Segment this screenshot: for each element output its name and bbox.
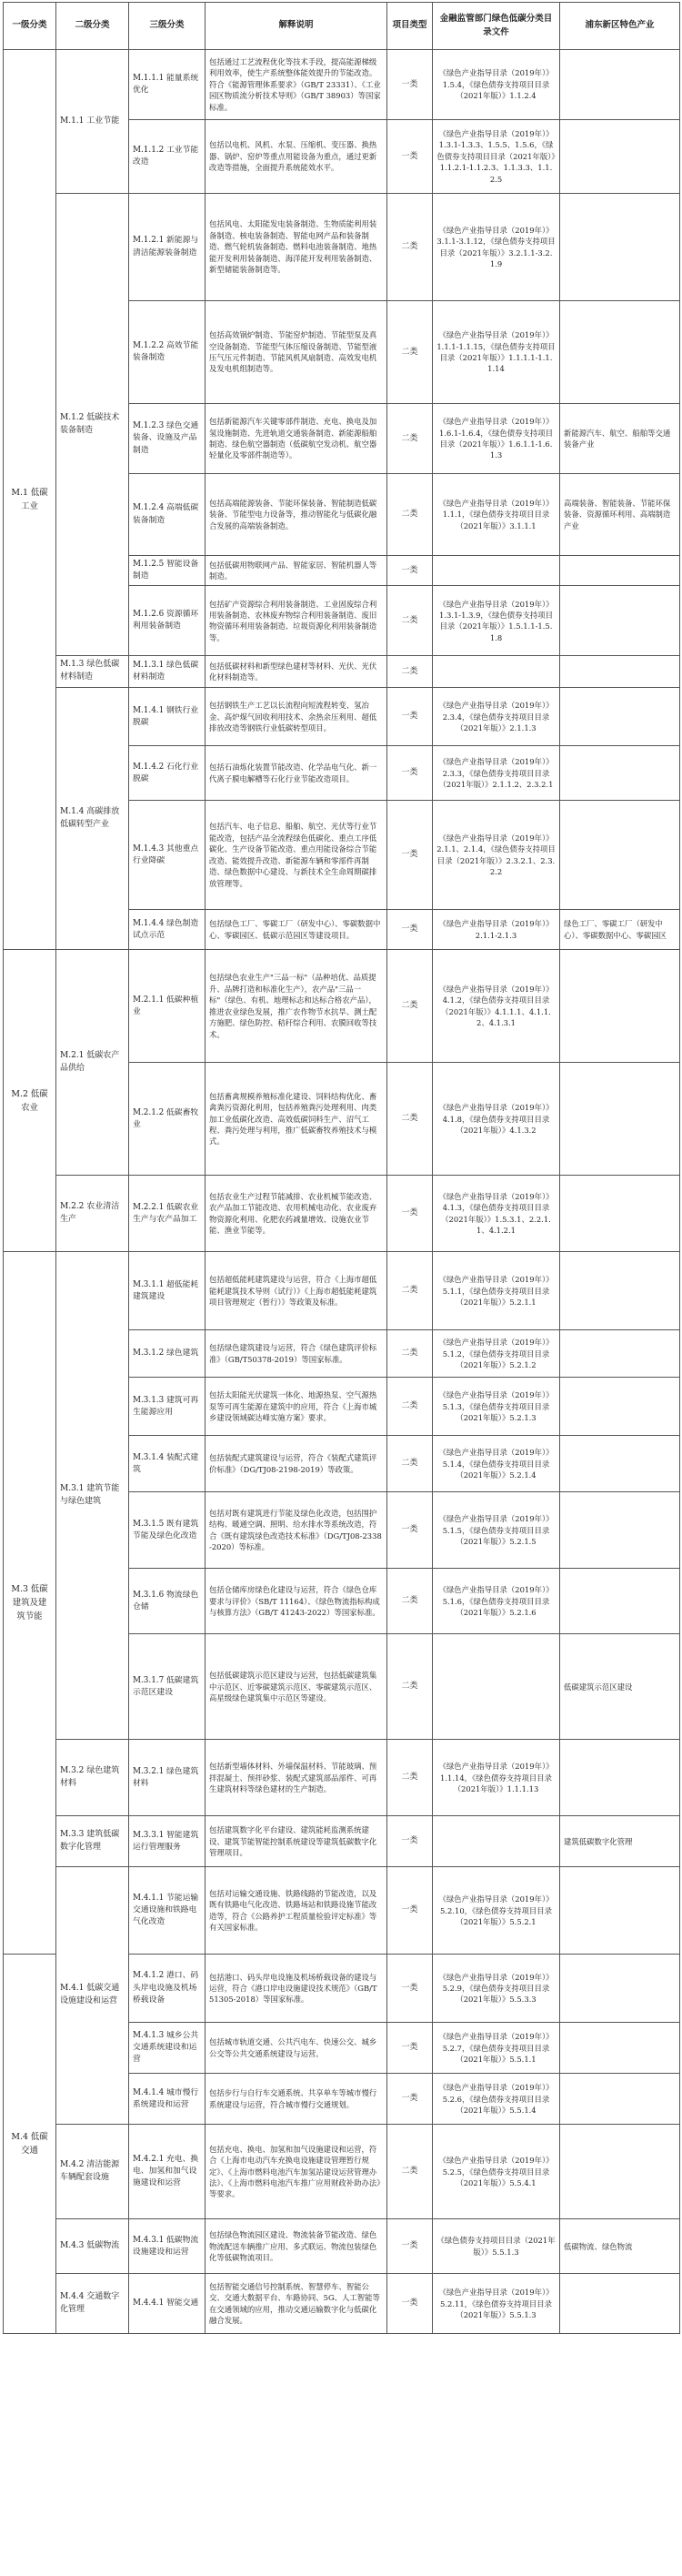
catalog-docs-cell: 《绿色产业指导目录（2019年）》2.1.1-2.1.3: [433, 910, 560, 950]
pudong-feature-cell: [560, 1436, 680, 1492]
level2-cell: M.4.3 低碳物流: [56, 2219, 129, 2274]
catalog-docs-cell: [433, 556, 560, 586]
header-row: [4, 3, 680, 50]
catalog-docs-cell: 《绿色产业指导目录（2019年）》5.2.11，《绿色债券支持项目目录（2021年版）》5.5.1.3: [433, 2274, 560, 2334]
description-cell: 包括绿色建筑建设与运营，符合《绿色建筑评价标准》（GB/T50378-2019）等国家标准。: [206, 1330, 387, 1378]
pudong-feature-cell: [560, 1955, 680, 2023]
level3-cell: M.3.1.2 绿色建筑: [129, 1330, 206, 1378]
project-type-cell: 一类: [387, 1816, 433, 1867]
table-row: [4, 1176, 680, 1252]
catalog-docs-cell: 《绿色产业指导目录（2019年）》5.1.2，《绿色债券支持项目目录（2021年版）》5.2.1.2: [433, 1330, 560, 1378]
level2-cell: M.4.1 低碳交通设施建设和运营: [56, 1867, 129, 2125]
level3-cell: M.2.1.1 低碳种植业: [129, 950, 206, 1063]
level3-cell: M.1.1.1 能量系统优化: [129, 50, 206, 120]
description-cell: 包括以电机、风机、水泵、压缩机、变压器、换热器、锅炉、窑炉等重点用能设备为重点，通过更新改造等措施，全面提升系统能效水平。: [206, 120, 387, 194]
level1-cell: M.3 低碳建筑及建筑节能: [4, 1252, 56, 1955]
catalog-docs-cell: 《绿色产业指导目录（2019年）》4.1.3，《绿色债券支持项目目录（2021年版）》1.5.3.1、2.2.1.1、4.1.2.1: [433, 1176, 560, 1252]
project-type-cell: 二类: [387, 1378, 433, 1436]
catalog-docs-cell: 《绿色产业指导目录（2019年）》2.3.3，《绿色债券支持项目目录（2021年版）》2.1.1.2、2.3.2.1: [433, 746, 560, 801]
pudong-feature-cell: [560, 656, 680, 688]
level3-cell: M.4.2.1 充电、换电、加氢和加气设施建设和运营: [129, 2125, 206, 2219]
level2-cell: M.4.4 交通数字化管理: [56, 2274, 129, 2334]
table-row: [4, 2219, 680, 2274]
catalog-docs-cell: 《绿色产业指导目录（2019年）》5.1.4，《绿色债券支持项目目录（2021年版）》5.2.1.4: [433, 1436, 560, 1492]
catalog-docs-cell: 《绿色产业指导目录（2019年）》5.1.5，《绿色债券支持项目目录（2021年版）》5.2.1.5: [433, 1492, 560, 1569]
table-row: [4, 2125, 680, 2219]
pudong-feature-cell: [560, 50, 680, 120]
project-type-cell: 一类: [387, 1867, 433, 1955]
catalog-docs-cell: 《绿色产业指导目录（2019年）》3.1.1-3.1.12，《绿色债券支持项目目录（2021年版）》3.2.1.1-3.2.1.9: [433, 194, 560, 301]
level3-cell: M.4.3.1 低碳物流设施建设和运营: [129, 2219, 206, 2274]
level3-cell: M.4.1.1 节能运输交通设施和铁路电气化改造: [129, 1867, 206, 1955]
project-type-cell: 一类: [387, 1955, 433, 2023]
level2-cell: M.1.3 绿色低碳材料制造: [56, 656, 129, 688]
level3-cell: M.1.3.1 绿色低碳材料制造: [129, 656, 206, 688]
project-type-cell: 一类: [387, 910, 433, 950]
level3-cell: M.1.1.2 工业节能改造: [129, 120, 206, 194]
description-cell: 包括步行与自行车交通系统、共享单车等城市慢行系统建设与运营，符合城市慢行交通规划。: [206, 2074, 387, 2125]
header-description: 解释说明: [206, 3, 387, 50]
pudong-feature-cell: [560, 2274, 680, 2334]
description-cell: 包括绿色物流园区建设、物流装备节能改造、绿色物流配送车辆推广应用、多式联运、物流包装绿色化等低碳物流项目。: [206, 2219, 387, 2274]
pudong-feature-cell: [560, 2125, 680, 2219]
level3-cell: M.1.2.6 资源循环利用装备制造: [129, 586, 206, 656]
project-type-cell: 二类: [387, 404, 433, 474]
description-cell: 包括太阳能光伏建筑一体化、地源热泵、空气源热泵等可再生能源在建筑中的应用，符合《上海市城乡建设领域碳达峰实施方案》要求。: [206, 1378, 387, 1436]
description-cell: 包括绿色工厂、零碳工厂（研发中心）、零碳数据中心、零碳园区、低碳示范园区等建设项目。: [206, 910, 387, 950]
catalog-docs-cell: 《绿色产业指导目录（2019年）》1.1.1，《绿色债券支持项目目录（2021年版）》3.1.1.1: [433, 474, 560, 556]
table-row: [4, 950, 680, 1063]
level3-cell: M.3.1.4 装配式建筑: [129, 1436, 206, 1492]
project-type-cell: 一类: [387, 801, 433, 910]
catalog-docs-cell: 《绿色产业指导目录（2019年）》5.1.6，《绿色债券支持项目目录（2021年版）》5.2.1.6: [433, 1569, 560, 1634]
description-cell: 包括智能交通信号控制系统、智慧停车、智能公交、交通大数据平台、车路协同、5G、人工智能等在交通领域的应用，推动交通运输数字化与低碳化融合发展。: [206, 2274, 387, 2334]
project-type-cell: 一类: [387, 556, 433, 586]
project-type-cell: 一类: [387, 688, 433, 746]
description-cell: 包括高效锅炉制造、节能窑炉制造、节能型泵及真空设备制造、节能型气体压缩设备制造、节能型液压气压元件制造、节能风机风扇制造、高效发电机及发电机组制造等。: [206, 301, 387, 404]
project-type-cell: 一类: [387, 2023, 433, 2074]
level3-cell: M.4.4.1 智能交通: [129, 2274, 206, 2334]
catalog-table: [3, 2, 680, 2334]
table-row: [4, 194, 680, 301]
level3-cell: M.1.4.4 绿色制造试点示范: [129, 910, 206, 950]
project-type-cell: 二类: [387, 1330, 433, 1378]
level2-cell: M.3.1 建筑节能与绿色建筑: [56, 1252, 129, 1740]
level3-cell: M.4.1.4 城市慢行系统建设和运营: [129, 2074, 206, 2125]
level3-cell: M.3.2.1 绿色建筑材料: [129, 1740, 206, 1816]
description-cell: 包括石油炼化装置节能改造、化学品电气化、新一代离子膜电解槽等石化行业节能改造项目。: [206, 746, 387, 801]
level2-cell: M.2.1 低碳农产品供给: [56, 950, 129, 1176]
project-type-cell: 二类: [387, 1740, 433, 1816]
level3-cell: M.3.1.7 低碳建筑示范区建设: [129, 1634, 206, 1740]
catalog-docs-cell: 《绿色产业指导目录（2019年）》5.2.7，《绿色债券支持项目目录（2021年版）》5.5.1.1: [433, 2023, 560, 2074]
pudong-feature-cell: [560, 2074, 680, 2125]
pudong-feature-cell: 低碳物流、绿色物流: [560, 2219, 680, 2274]
level3-cell: M.1.4.1 钢铁行业脱碳: [129, 688, 206, 746]
level2-cell: M.3.2 绿色建筑材料: [56, 1740, 129, 1816]
catalog-docs-cell: 《绿色产业指导目录（2019年）》2.3.4，《绿色债券支持项目目录（2021年版）》2.1.1.3: [433, 688, 560, 746]
pudong-feature-cell: [560, 586, 680, 656]
description-cell: 包括矿产资源综合利用装备制造、工业固废综合利用装备制造、农林废弃物综合利用装备制造、废旧物资循环利用装备制造、垃圾资源化利用装备制造等。: [206, 586, 387, 656]
pudong-feature-cell: [560, 1740, 680, 1816]
project-type-cell: 二类: [387, 656, 433, 688]
header-level2: 二级分类: [56, 3, 129, 50]
table-row: [4, 1252, 680, 1330]
level2-cell: M.3.3 建筑低碳数字化管理: [56, 1816, 129, 1867]
catalog-docs-cell: 《绿色产业指导目录（2019年）》5.2.5，《绿色债券支持项目目录（2021年版）》5.5.4.1: [433, 2125, 560, 2219]
header-level1: 一级分类: [4, 3, 56, 50]
project-type-cell: 一类: [387, 2219, 433, 2274]
project-type-cell: 二类: [387, 1634, 433, 1740]
description-cell: 包括港口、码头岸电设施及机场桥载设备的建设与运营，符合《港口岸电设施建设技术规范》（GB/T 51305-2018）等国家标准。: [206, 1955, 387, 2023]
pudong-feature-cell: 低碳建筑示范区建设: [560, 1634, 680, 1740]
catalog-docs-cell: 《绿色产业指导目录（2019年）》5.2.9，《绿色债券支持项目目录（2021年版）》5.5.3.3: [433, 1955, 560, 2023]
catalog-docs-cell: 《绿色产业指导目录（2019年）》1.6.1-1.6.4，《绿色债券支持项目目录（2021年版）》1.6.1.1-1.6.1.3: [433, 404, 560, 474]
table-row: [4, 1816, 680, 1867]
description-cell: 包括建筑数字化平台建设、建筑能耗监测系统建设、建筑节能智能控制系统建设等建筑低碳数字化管理项目。: [206, 1816, 387, 1867]
table-row: [4, 50, 680, 120]
project-type-cell: 二类: [387, 2125, 433, 2219]
project-type-cell: 二类: [387, 194, 433, 301]
level3-cell: M.3.1.1 超低能耗建筑建设: [129, 1252, 206, 1330]
description-cell: 包括超低能耗建筑建设与运营，符合《上海市超低能耗建筑技术导则（试行）》《上海市超低能耗建筑项目管理规定（暂行）》等政策及标准。: [206, 1252, 387, 1330]
description-cell: 包括汽车、电子信息、船舶、航空、光伏等行业节能改造，包括产品全流程绿色低碳化、重点工序低碳化、生产设备节能改造、重点用能设备综合节能改造、能效提升改造、新能源车辆和零部件再制造、绿色数据中心建设、与新技术全生命周期碳排放管理等。: [206, 801, 387, 910]
description-cell: 包括新型墙体材料、外墙保温材料、节能玻璃、预拌混凝土、预拌砂浆、装配式建筑部品部件、可再生建筑材料等绿色建材的生产制造。: [206, 1740, 387, 1816]
catalog-docs-cell: 《绿色产业指导目录（2019年）》1.1.1-1.1.15，《绿色债券支持项目目录（2021年版）》1.1.1.1-1.1.1.14: [433, 301, 560, 404]
pudong-feature-cell: [560, 1378, 680, 1436]
header-project-type: 项目类型: [387, 3, 433, 50]
level3-cell: M.1.4.2 石化行业脱碳: [129, 746, 206, 801]
table-row: [4, 656, 680, 688]
pudong-feature-cell: [560, 746, 680, 801]
level3-cell: M.1.2.3 绿色交通装备、设施及产品制造: [129, 404, 206, 474]
level3-cell: M.2.2.1 低碳农业生产与农产品加工: [129, 1176, 206, 1252]
level3-cell: M.4.1.3 城乡公共交通系统建设和运营: [129, 2023, 206, 2074]
header-level3: 三级分类: [129, 3, 206, 50]
description-cell: 包括绿色农业生产"三品一标"（品种培优、品质提升、品牌打造和标准化生产），农产品"三品一标"（绿色、有机、地理标志和达标合格农产品），推进农业绿色发展，推广农作物节水抗旱、测土配方施肥、绿色防控、秸秆综合利用、农膜回收等技术。: [206, 950, 387, 1063]
description-cell: 包括低碳材料和新型绿色建材等材料、光伏、光伏化材料制造等。: [206, 656, 387, 688]
description-cell: 包括通过工艺流程优化等技术手段，提高能源梯级利用效率，使生产系统整体能效提升的节能改造。符合《能源管理体系要求》（GB/T 23331）、《工业园区物质流分析技术导则》（GB/T 38903）等国家标准。: [206, 50, 387, 120]
description-cell: 包括风电、太阳能发电装备制造、生物质能利用装备制造、核电装备制造、智能电网产品和装备制造、燃气轮机装备制造、燃料电池装备制造、地热能开发利用装备制造、海洋能开发利用装备制造、新型储能装备制造等。: [206, 194, 387, 301]
pudong-feature-cell: [560, 120, 680, 194]
level3-cell: M.2.1.2 低碳畜牧业: [129, 1063, 206, 1176]
header-pudong-feature: 浦东新区特色产业: [560, 3, 680, 50]
project-type-cell: 二类: [387, 586, 433, 656]
description-cell: 包括对运输交通设施、铁路线路的节能改造，以及既有铁路电气化改造、铁路场站和铁路设施节能改造等，符合《公路养护工程质量检验评定标准》等有关国家标准。: [206, 1867, 387, 1955]
project-type-cell: 二类: [387, 1063, 433, 1176]
catalog-docs-cell: 《绿色产业指导目录（2019年）》5.2.10，《绿色债券支持项目目录（2021年版）》5.5.2.1: [433, 1867, 560, 1955]
level3-cell: M.1.2.5 智能设备制造: [129, 556, 206, 586]
pudong-feature-cell: [560, 1569, 680, 1634]
table-row: [4, 2274, 680, 2334]
level3-cell: M.3.1.5 既有建筑节能及绿色化改造: [129, 1492, 206, 1569]
catalog-docs-cell: [433, 1816, 560, 1867]
level3-cell: M.1.2.2 高效节能装备制造: [129, 301, 206, 404]
description-cell: 包括低碳建筑示范区建设与运营，包括低碳建筑集中示范区、近零碳建筑示范区、零碳建筑示范区、高星级绿色建筑集中示范区等建设。: [206, 1634, 387, 1740]
catalog-docs-cell: 《绿色产业指导目录（2019年）》4.1.8，《绿色债券支持项目目录（2021年版）》4.1.3.2: [433, 1063, 560, 1176]
level3-cell: M.1.2.4 高端低碳装备制造: [129, 474, 206, 556]
project-type-cell: 二类: [387, 1569, 433, 1634]
description-cell: 包括畜禽规模养殖标准化建设、饲料结构优化、畜禽粪污资源化利用，包括养殖粪污处理利用、肉类加工业低碳化改造、高效低碳饲料生产、沼气工程、粪污处理与利用，推广低碳畜牧养殖技术与模式。: [206, 1063, 387, 1176]
level2-cell: M.1.2 低碳技术装备制造: [56, 194, 129, 656]
description-cell: 包括新能源汽车关键零部件制造、充电、换电及加氢设施制造、先进轨道交通装备制造、新能源船舶制造、绿色航空器制造（低碳航空发动机、航空器轻量化及零部件制造等）。: [206, 404, 387, 474]
project-type-cell: 二类: [387, 1252, 433, 1330]
project-type-cell: 二类: [387, 474, 433, 556]
table-row: [4, 688, 680, 746]
description-cell: 包括充电、换电、加氢和加气设施建设和运营，符合《上海市电动汽车充换电设施建设管理暂行规定》、《上海市燃料电池汽车加氢站建设运营管理办法》、《上海市燃料电池汽车推广应用财政补助办法》等要求。: [206, 2125, 387, 2219]
level2-cell: M.1.1 工业节能: [56, 50, 129, 194]
project-type-cell: 二类: [387, 950, 433, 1063]
project-type-cell: 一类: [387, 746, 433, 801]
pudong-feature-cell: [560, 1330, 680, 1378]
catalog-docs-cell: 《绿色产业指导目录（2019年）》1.5.4，《绿色债券支持项目目录（2021年版）》1.1.2.4: [433, 50, 560, 120]
level1-cell: M.4 低碳交通: [4, 1955, 56, 2334]
pudong-feature-cell: [560, 1252, 680, 1330]
pudong-feature-cell: [560, 1176, 680, 1252]
level3-cell: M.4.1.2 港口、码头岸电设施及机场桥载设备: [129, 1955, 206, 2023]
catalog-docs-cell: [433, 1634, 560, 1740]
pudong-feature-cell: 建筑低碳数字化管理: [560, 1816, 680, 1867]
description-cell: 包括高端能源装备、节能环保装备、智能制造低碳装备、节能型电力设备等，推动智能化与低碳化融合发展的高端装备制造。: [206, 474, 387, 556]
pudong-feature-cell: [560, 950, 680, 1063]
catalog-docs-cell: 《绿色产业指导目录（2019年）》4.1.2，《绿色债券支持项目目录（2021年版）》4.1.1.1、4.1.1.2、4.1.3.1: [433, 950, 560, 1063]
catalog-docs-cell: 《绿色产业指导目录（2019年）》5.2.6，《绿色债券支持项目目录（2021年版）》5.5.1.4: [433, 2074, 560, 2125]
project-type-cell: 一类: [387, 50, 433, 120]
table-body: [4, 50, 680, 2334]
level3-cell: M.3.1.6 物流绿色仓储: [129, 1569, 206, 1634]
description-cell: 包括城市轨道交通、公共汽电车、快速公交、城乡公交等公共交通系统建设与运营。: [206, 2023, 387, 2074]
description-cell: 包括装配式建筑建设与运营，符合《装配式建筑评价标准》（DG/TJ08-2198-2019）等政策。: [206, 1436, 387, 1492]
catalog-docs-cell: 《绿色产业指导目录（2019年）》5.1.3，《绿色债券支持项目目录（2021年版）》5.2.1.3: [433, 1378, 560, 1436]
catalog-docs-cell: 《绿色产业指导目录（2019年）》1.3.1-1.3.3、1.5.5、1.5.6，《绿色债券支持项目目录（2021年版）》1.1.2.1-1.1.2.3、1.1.3.3、1.1.2.5: [433, 120, 560, 194]
pudong-feature-cell: [560, 1492, 680, 1569]
level2-cell: M.1.4 高碳排放低碳转型产业: [56, 688, 129, 950]
level2-cell: M.2.2 农业清洁生产: [56, 1176, 129, 1252]
project-type-cell: 一类: [387, 2274, 433, 2334]
pudong-feature-cell: [560, 688, 680, 746]
catalog-docs-cell: [433, 656, 560, 688]
level1-cell: M.1 低碳工业: [4, 50, 56, 950]
pudong-feature-cell: [560, 2023, 680, 2074]
catalog-docs-cell: 《绿色产业指导目录（2019年）》1.3.1-1.3.9，《绿色债券支持项目目录（2021年版）》1.5.1.1-1.5.1.8: [433, 586, 560, 656]
catalog-docs-cell: 《绿色产业指导目录（2019年）》5.1.1，《绿色债券支持项目目录（2021年版）》5.2.1.1: [433, 1252, 560, 1330]
pudong-feature-cell: 新能源汽车、航空、船舶等交通装备产业: [560, 404, 680, 474]
level1-cell: M.2 低碳农业: [4, 950, 56, 1252]
description-cell: 包括钢铁生产工艺以长流程向短流程转变、氢冶金、高炉煤气回收利用技术、余热余压利用、超低排放改造等钢铁行业低碳转型项目。: [206, 688, 387, 746]
project-type-cell: 一类: [387, 2074, 433, 2125]
pudong-feature-cell: [560, 556, 680, 586]
description-cell: 包括低碳用物联网产品、智能家居、智能机器人等制造。: [206, 556, 387, 586]
pudong-feature-cell: [560, 801, 680, 910]
pudong-feature-cell: [560, 1867, 680, 1955]
pudong-feature-cell: 绿色工厂、零碳工厂（研发中心）、零碳数据中心、零碳园区: [560, 910, 680, 950]
catalog-docs-cell: 《绿色产业指导目录（2019年）》1.1.14，《绿色债券支持项目目录（2021年版）》1.1.1.13: [433, 1740, 560, 1816]
project-type-cell: 一类: [387, 1176, 433, 1252]
description-cell: 包括农业生产过程节能减排、农业机械节能改造、农产品加工节能改造、农用机械电动化、农业废弃物资源化利用、化肥农药减量增效、设施农业节能、渔业节能等。: [206, 1176, 387, 1252]
level2-cell: M.4.2 清洁能源车辆配套设施: [56, 2125, 129, 2219]
catalog-docs-cell: 《绿色产业指导目录（2019年）》2.1.1、2.1.4，《绿色债券支持项目目录（2021年版）》2.3.2.1、2.3.2.2: [433, 801, 560, 910]
level3-cell: M.3.1.3 建筑可再生能源应用: [129, 1378, 206, 1436]
pudong-feature-cell: [560, 1063, 680, 1176]
pudong-feature-cell: [560, 194, 680, 301]
project-type-cell: 一类: [387, 1492, 433, 1569]
description-cell: 包括仓储库房绿色化建设与运营，符合《绿色仓库要求与评价》（SB/T 11164）、《绿色物流指标构成与核算方法》（GB/T 41243-2022）等国家标准。: [206, 1569, 387, 1634]
header-catalog-docs: 金融监管部门绿色低碳分类目录文件: [433, 3, 560, 50]
catalog-docs-cell: 《绿色债券支持项目目录（2021年版）》5.5.1.3: [433, 2219, 560, 2274]
description-cell: 包括对既有建筑进行节能及绿色化改造，包括围护结构、暖通空调、照明、给水排水等系统改造，符合《既有建筑绿色改造技术标准》（DG/TJ08-2338-2020）等标准。: [206, 1492, 387, 1569]
pudong-feature-cell: 高端装备、智能装备、节能环保装备、资源循环利用、高端制造产业: [560, 474, 680, 556]
level3-cell: M.3.3.1 智能建筑运行管理服务: [129, 1816, 206, 1867]
level3-cell: M.1.4.3 其他重点行业降碳: [129, 801, 206, 910]
pudong-feature-cell: [560, 301, 680, 404]
table-row: [4, 1740, 680, 1816]
project-type-cell: 一类: [387, 120, 433, 194]
project-type-cell: 二类: [387, 1436, 433, 1492]
level3-cell: M.1.2.1 新能源与清洁能源装备制造: [129, 194, 206, 301]
table-row: [4, 1867, 680, 1955]
project-type-cell: 二类: [387, 301, 433, 404]
